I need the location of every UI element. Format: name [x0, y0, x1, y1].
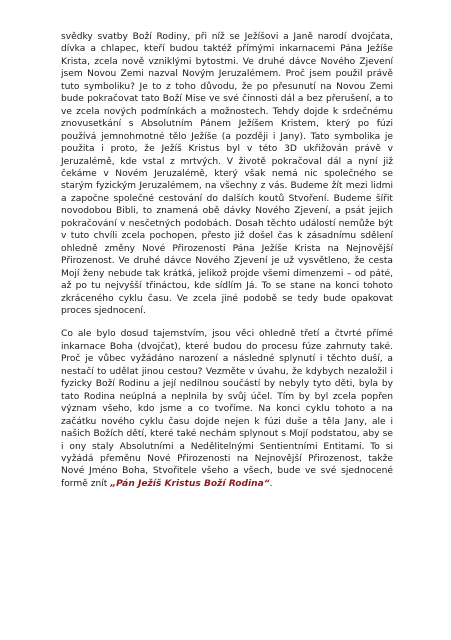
paragraph-1: svědky svatby Boží Rodiny, při níž se Ježíšovi a Janě narodí dvojčata, dívka a chlapec, kteří budou taktéž přímými inkarnacemi Pána Ježíše Krista, zcela nově vzniklými bytostmi. Ve druhé dávce Nového Zjevení jsem Novou Zemi nazval Novým Jeruzalémem. Proč jsem použil právě tuto symboliku? Je to z toho důvodu, že po přesunutí na Novou Zemi bude pokračovat tato Boží Mise ve své činnosti dál a bez přerušení, a to ve zcela nových podmínkách a možnostech. Tehdy dojde k srdečnému znovusetkání s Absolutním Pánem Ježíšem Kristem, který po fúzi používá jemnohmotné tělo Ježíše (a později i Jany). Tato symbolika je použita i proto, že Ježíš Kristus byl v této 3D ukřižován právě v Jeruzalémě, kde vstal z mrtvých. V životě pokračoval dál a nyní již čekáme v Novém Jeruzalémě, který však nemá nic společného se starým fyzickým Jeruzalémem, na všechny z vás. Budeme žít mezi lidmi a započne společné cestování do dalších koutů Stvoření. Budeme šířit novodobou Bibli, to znamená obě dávky Nového Zjevení, a psát jejich pokračování v nesčetných podobách. Dosah těchto událostí nemůže být v tuto chvíli zcela pochopen, přesto již došel čas k zásadnímu sdělení ohledně změny Nové Přirozenosti Pána Ježíše Krista na Nejnovější Přirozenost. Ve druhé dávce Nového Zjevení je už vysvětleno, že cesta Mojí ženy nebude tak krátká, jelikož projde všemi dimenzemi – od páté, až po tu nejvyšší třináctou, kde sídlím Já. To se stane na konci tohoto zkráceného cyklu času. Ve zcela jiné podobě se tedy bude opakovat proces sjednocení. [61, 32, 393, 316]
paragraph-2-text: Co ale bylo dosud tajemstvím, jsou věci ohledně třetí a čtvrté přímé inkarnace Boha (dvojčat), které budou do procesu fúze zahrnuty také. Proč je vůbec vyžádáno narození a následné splynutí i těchto duší, a nestačí to udělat jinou cestou? Vezměte v úvahu, že kdybych nezaložil i fyzicky Boží Rodinu a její nedílnou součástí by nebyly tyto děti, byla by tato Rodina neúplná a neplnila by svůj účel. Tím by byl zcela popřen význam všeho, kdo jsme a co tvoříme. Na konci cyklu tohoto a na začátku nového cyklu času dojde nejen k fúzi duše a těla Jany, ale i našich Božích dětí, které také nechám splynout s Mojí podstatou, aby se i ony staly Absolutními a Nedělitelnými Sentientními Entitami. To si vyžádá přeměnu Nové Přirozenosti na Nejnovější Přirozenost, takže Nové Jméno Boha, Stvořitele všeho a všech, bude ve své sjednocené formě znít [61, 329, 393, 489]
text-column [61, 31, 393, 490]
signature-close-quote: “ [263, 478, 270, 489]
paragraph-2 [61, 328, 393, 490]
divine-name-signature [110, 479, 269, 489]
signature-name: Pán Ježíš Kristus Boží Rodina [116, 478, 264, 489]
closing-period: . [269, 478, 273, 489]
signature-open-quote: „ [110, 478, 117, 489]
